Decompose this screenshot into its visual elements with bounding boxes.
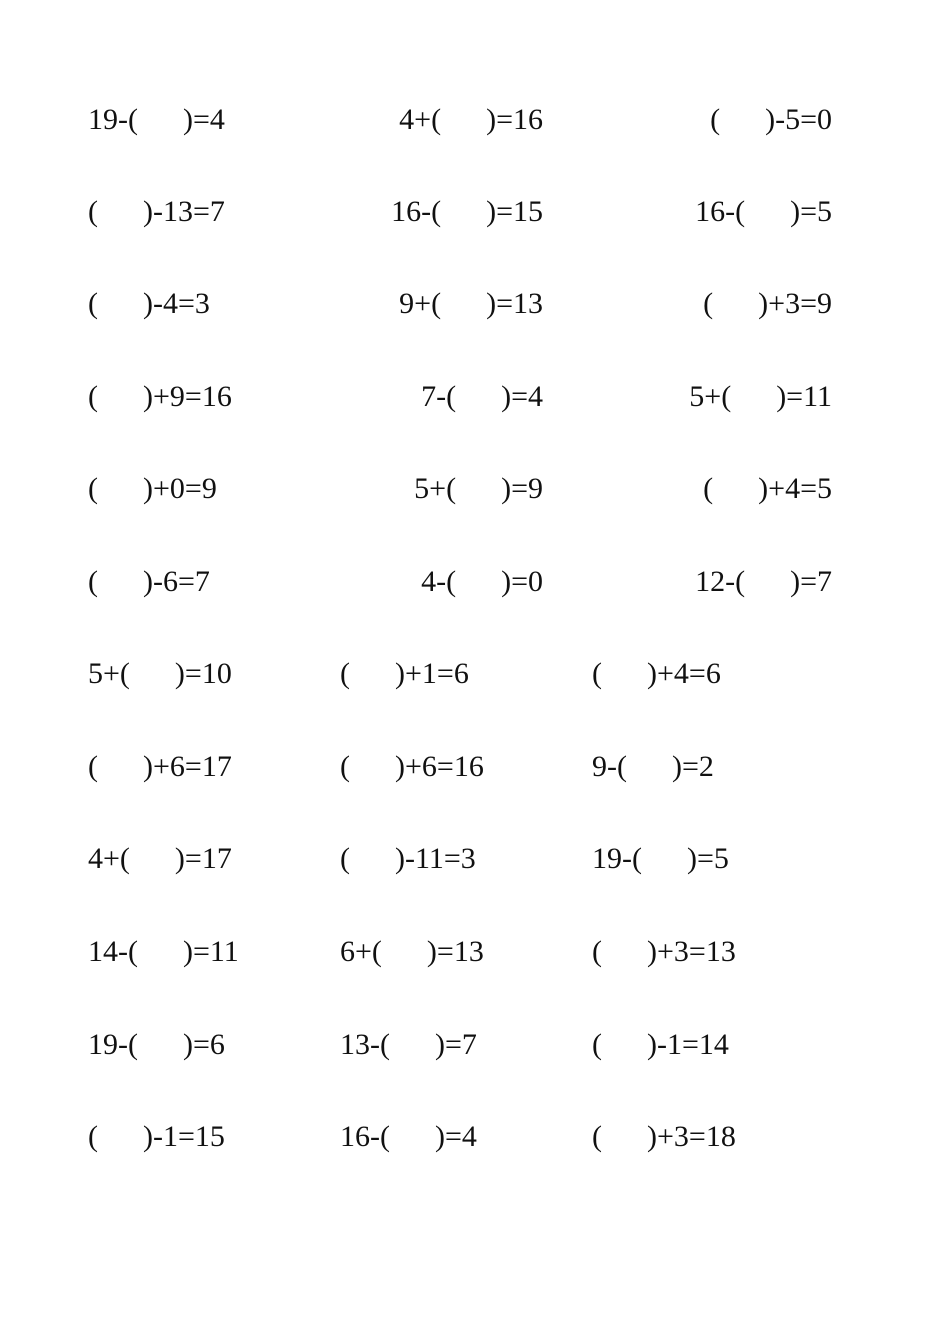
math-problem: ( )+4=6 xyxy=(592,657,721,690)
math-problem: ( )+3=9 xyxy=(703,287,832,320)
math-problem: 9-( )=2 xyxy=(592,750,714,783)
math-problem: 13-( )=7 xyxy=(340,1028,477,1061)
math-problem: 4-( )=0 xyxy=(421,565,543,598)
math-problem: ( )+0=9 xyxy=(88,472,217,505)
problem-row xyxy=(0,839,950,879)
math-problem: ( )+6=17 xyxy=(88,750,232,783)
math-problem: ( )-1=14 xyxy=(592,1028,729,1061)
math-problem: 19-( )=5 xyxy=(592,842,729,875)
math-problem: 9+( )=13 xyxy=(399,287,543,320)
math-problem: 5+( )=10 xyxy=(88,657,232,690)
math-problem: 4+( )=16 xyxy=(399,103,543,136)
problem-row xyxy=(0,377,950,417)
math-problem: 14-( )=11 xyxy=(88,935,239,968)
math-problem: 19-( )=6 xyxy=(88,1028,225,1061)
problem-row xyxy=(0,654,950,694)
problem-row xyxy=(0,1025,950,1065)
math-problem: ( )+4=5 xyxy=(703,472,832,505)
problem-row xyxy=(0,747,950,787)
math-problem: ( )+6=16 xyxy=(340,750,484,783)
math-problem: 16-( )=4 xyxy=(340,1120,477,1153)
math-problem: 4+( )=17 xyxy=(88,842,232,875)
math-problem: ( )+3=13 xyxy=(592,935,736,968)
problem-row xyxy=(0,100,950,140)
problem-row xyxy=(0,932,950,972)
math-problem: 5+( )=11 xyxy=(689,380,832,413)
math-problem: ( )-5=0 xyxy=(710,103,832,136)
problem-row xyxy=(0,284,950,324)
math-problem: ( )-6=7 xyxy=(88,565,210,598)
problem-row xyxy=(0,469,950,509)
math-problem: 12-( )=7 xyxy=(695,565,832,598)
problem-row xyxy=(0,192,950,232)
math-problem: 7-( )=4 xyxy=(421,380,543,413)
math-problem: ( )-13=7 xyxy=(88,195,225,228)
math-problem: 16-( )=5 xyxy=(695,195,832,228)
math-problem: ( )-11=3 xyxy=(340,842,476,875)
math-problem: 16-( )=15 xyxy=(391,195,543,228)
math-problem: ( )-1=15 xyxy=(88,1120,225,1153)
math-problem: 19-( )=4 xyxy=(88,103,225,136)
problem-row xyxy=(0,562,950,602)
math-problem: ( )-4=3 xyxy=(88,287,210,320)
problem-row xyxy=(0,1117,950,1157)
math-problem: 5+( )=9 xyxy=(414,472,543,505)
math-problem: ( )+3=18 xyxy=(592,1120,736,1153)
math-problem: 6+( )=13 xyxy=(340,935,484,968)
math-problem: ( )+1=6 xyxy=(340,657,469,690)
math-problem: ( )+9=16 xyxy=(88,380,232,413)
